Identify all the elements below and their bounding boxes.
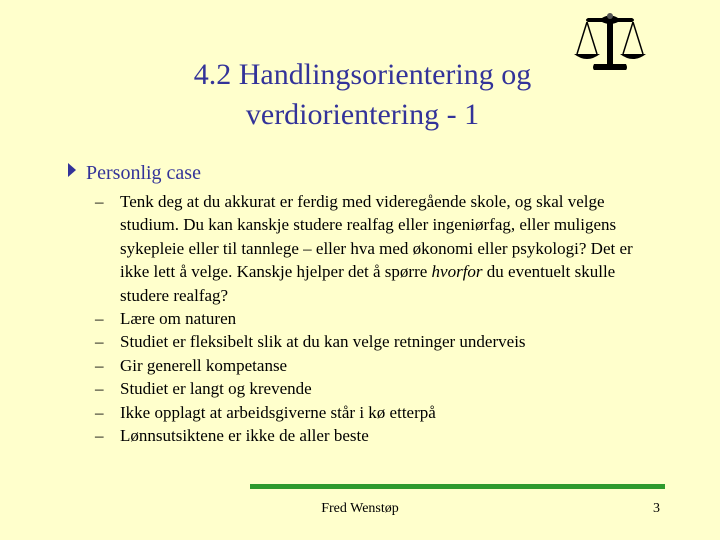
list-dash: – (95, 402, 104, 422)
footer-author: Fred Wenstøp (321, 501, 399, 516)
main-bullet (68, 160, 201, 186)
list-dash: – (95, 379, 104, 399)
list-item: – Lønnsutsiktene er ikke de aller beste (95, 424, 665, 447)
list-dash: – (95, 355, 104, 375)
list-item: – Studiet er fleksibelt slik at du kan velge retninger underveis (95, 330, 665, 353)
list-item: – Gir generell kompetanse (95, 354, 665, 377)
slide-title (110, 55, 615, 135)
list-dash: – (95, 426, 104, 446)
list-item: – Studiet er langt og krevende (95, 377, 665, 400)
list-item: – Tenk deg at du akkurat er ferdig med videregående skole, og skal velge studium. Du kan kanskje studere realfag eller ingeniørfag, eller muligens sykepleie eller til tannlege – eller hva med økonomi eller psykologi? Det er ikke lett å velge. Kanskje hjelper det å spørre hvorfor du eventuelt skulle studere realfag? (95, 192, 633, 305)
main-bullet-text: Personlig case (86, 162, 201, 184)
emphasized-word: hvorfor (431, 262, 483, 282)
sub-bullet-list (95, 190, 665, 447)
scales-of-justice-icon (568, 10, 652, 76)
title-line-1: 4.2 Handlingsorientering og (193, 58, 532, 91)
page-number: 3 (653, 501, 660, 516)
list-dash: – (95, 192, 104, 211)
list-dash: – (95, 332, 104, 352)
list-item: – Ikke opplagt at arbeidsgiverne står i kø etterpå (95, 401, 665, 424)
footer-divider (250, 484, 665, 489)
list-dash: – (95, 309, 104, 329)
bullet-arrow-icon (68, 163, 76, 177)
list-item: – Lære om naturen (95, 307, 665, 330)
title-line-2: verdiorientering - 1 (245, 98, 480, 131)
